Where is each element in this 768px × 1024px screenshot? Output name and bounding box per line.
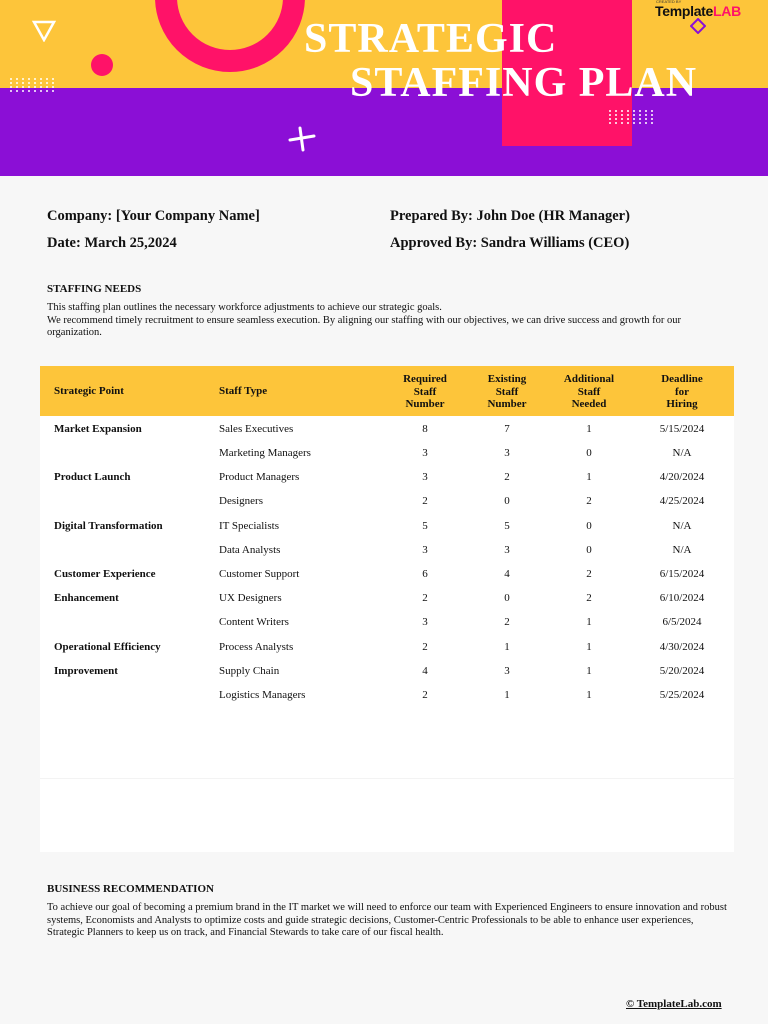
staffing-needs-line2: We recommend timely recruitment to ensure seamless execution. By aligning our staffing with our objectives, we can drive success and growth for our organization. xyxy=(47,314,682,338)
logo-text: TemplateLAB xyxy=(655,3,741,19)
table-row xyxy=(40,587,734,611)
cell-required: 2 xyxy=(422,689,428,701)
table-row xyxy=(40,563,734,587)
table-row xyxy=(40,636,734,660)
staffing-needs-title: STAFFING NEEDS xyxy=(47,283,142,295)
table-row xyxy=(40,418,734,442)
cell-additional: 1 xyxy=(586,665,592,677)
cell-staff-type: Process Analysts xyxy=(219,641,294,653)
page-title-line1: STRATEGIC xyxy=(304,16,558,62)
cell-strategic-point: Digital Transformation xyxy=(54,520,163,532)
triangle-outline-icon xyxy=(32,20,56,42)
cell-staff-type: Logistics Managers xyxy=(219,689,306,701)
cell-existing: 0 xyxy=(504,592,510,604)
cell-deadline: 6/10/2024 xyxy=(659,592,705,604)
table-row xyxy=(40,442,734,466)
cell-existing: 3 xyxy=(504,544,510,556)
header-required-staff: Required Staff Number xyxy=(403,373,447,410)
cell-staff-type: IT Specialists xyxy=(219,520,279,532)
cell-existing: 0 xyxy=(504,495,510,507)
company-field: Company: [Your Company Name] xyxy=(47,208,260,224)
cell-required: 3 xyxy=(422,544,428,556)
cell-required: 2 xyxy=(422,495,428,507)
table-row xyxy=(40,539,734,563)
table-row xyxy=(40,660,734,684)
cell-deadline: 4/30/2024 xyxy=(659,641,705,653)
date-field: Date: March 25,2024 xyxy=(47,235,177,251)
table-row xyxy=(40,466,734,490)
approved-by-field: Approved By: Sandra Williams (CEO) xyxy=(390,235,630,251)
cell-additional: 0 xyxy=(586,447,592,459)
diamond-outline-icon xyxy=(690,18,706,34)
cell-additional: 2 xyxy=(586,568,592,580)
cell-staff-type: Sales Executives xyxy=(219,423,294,435)
cell-deadline: N/A xyxy=(672,520,692,532)
logo-caption: CREATED BY xyxy=(656,0,682,4)
templatelab-logo xyxy=(655,0,765,18)
header-existing-staff: Existing Staff Number xyxy=(487,373,527,410)
cell-deadline: 5/25/2024 xyxy=(659,689,705,701)
cell-additional: 2 xyxy=(586,495,592,507)
dot-grid-decoration-right xyxy=(609,110,655,124)
cell-staff-type: Marketing Managers xyxy=(219,447,311,459)
cell-additional: 1 xyxy=(586,616,592,628)
cell-existing: 3 xyxy=(504,447,510,459)
dot-grid-decoration-left xyxy=(10,78,56,92)
cell-required: 3 xyxy=(422,616,428,628)
cell-deadline: 5/15/2024 xyxy=(659,423,705,435)
cell-additional: 2 xyxy=(586,592,592,604)
cell-existing: 2 xyxy=(504,471,510,483)
cell-strategic-point: Enhancement xyxy=(54,592,119,604)
cell-required: 3 xyxy=(422,447,428,459)
table-header-row xyxy=(40,366,734,416)
cell-deadline: 4/20/2024 xyxy=(659,471,705,483)
cell-staff-type: Data Analysts xyxy=(219,544,281,556)
header-banner xyxy=(0,0,768,176)
cell-additional: 0 xyxy=(586,544,592,556)
cell-existing: 1 xyxy=(504,689,510,701)
cell-deadline: N/A xyxy=(672,447,692,459)
staffing-needs-text xyxy=(47,302,727,340)
cell-strategic-point: Improvement xyxy=(54,665,118,677)
header-staff-type: Staff Type xyxy=(219,385,268,397)
cell-existing: 4 xyxy=(504,568,510,580)
pink-dot-decoration xyxy=(91,54,113,76)
cell-required: 6 xyxy=(422,568,428,580)
cell-required: 3 xyxy=(422,471,428,483)
cell-existing: 3 xyxy=(504,665,510,677)
table-row xyxy=(40,611,734,635)
header-deadline: Deadline for Hiring xyxy=(661,373,703,410)
cell-existing: 5 xyxy=(504,520,510,532)
cell-deadline: 5/20/2024 xyxy=(659,665,705,677)
templatelab-footer-link[interactable]: © TemplateLab.com xyxy=(626,998,722,1010)
cell-additional: 1 xyxy=(586,641,592,653)
cell-strategic-point: Customer Experience xyxy=(54,568,156,580)
cell-required: 5 xyxy=(422,520,428,532)
cell-staff-type: Supply Chain xyxy=(219,665,280,677)
cell-staff-type: Product Managers xyxy=(219,471,300,483)
prepared-by-field: Prepared By: John Doe (HR Manager) xyxy=(390,208,630,224)
cell-required: 2 xyxy=(422,592,428,604)
cell-strategic-point: Product Launch xyxy=(54,471,131,483)
page-title-line2: STAFFING PLAN xyxy=(350,60,698,106)
cell-existing: 2 xyxy=(504,616,510,628)
header-additional-staff: Additional Staff Needed xyxy=(563,373,615,410)
cell-deadline: 4/25/2024 xyxy=(659,495,705,507)
cell-existing: 7 xyxy=(504,423,510,435)
cell-staff-type: Content Writers xyxy=(219,616,289,628)
business-recommendation-title: BUSINESS RECOMMENDATION xyxy=(47,883,214,895)
cell-strategic-point: Market Expansion xyxy=(54,423,142,435)
table-row xyxy=(40,684,734,708)
cell-deadline: 6/5/2024 xyxy=(662,616,702,628)
cell-staff-type: UX Designers xyxy=(219,592,282,604)
cell-required: 8 xyxy=(422,423,428,435)
cell-staff-type: Customer Support xyxy=(219,568,300,580)
business-recommendation-text: To achieve our goal of becoming a premium brand in the IT market we will need to enforce our team with Experienced Engineers to ensure innovation and robust systems, Economists and Analysts to optimize costs and guide strategic decisions, Customer-Centric Professionals to be able to enhance user experiences, Strategic Planners to keep us on track, and Financial Stewards to take care of our fiscal health. xyxy=(47,902,727,938)
cell-staff-type: Designers xyxy=(219,495,263,507)
plus-cross-icon xyxy=(286,124,316,154)
table-row xyxy=(40,515,734,539)
header-strategic-point: Strategic Point xyxy=(54,385,124,397)
table-row xyxy=(40,490,734,514)
cell-additional: 1 xyxy=(586,471,592,483)
staffing-needs-line1: This staffing plan outlines the necessary workforce adjustments to achieve our strategic goals. xyxy=(47,302,442,313)
cell-additional: 0 xyxy=(586,520,592,532)
table-divider xyxy=(40,778,734,779)
cell-existing: 1 xyxy=(504,641,510,653)
cell-additional: 1 xyxy=(586,689,592,701)
cell-strategic-point: Operational Efficiency xyxy=(54,641,161,653)
cell-deadline: N/A xyxy=(672,544,692,556)
staffing-table xyxy=(40,366,734,852)
cell-required: 4 xyxy=(422,665,428,677)
cell-additional: 1 xyxy=(586,423,592,435)
cell-deadline: 6/15/2024 xyxy=(659,568,705,580)
cell-required: 2 xyxy=(422,641,428,653)
